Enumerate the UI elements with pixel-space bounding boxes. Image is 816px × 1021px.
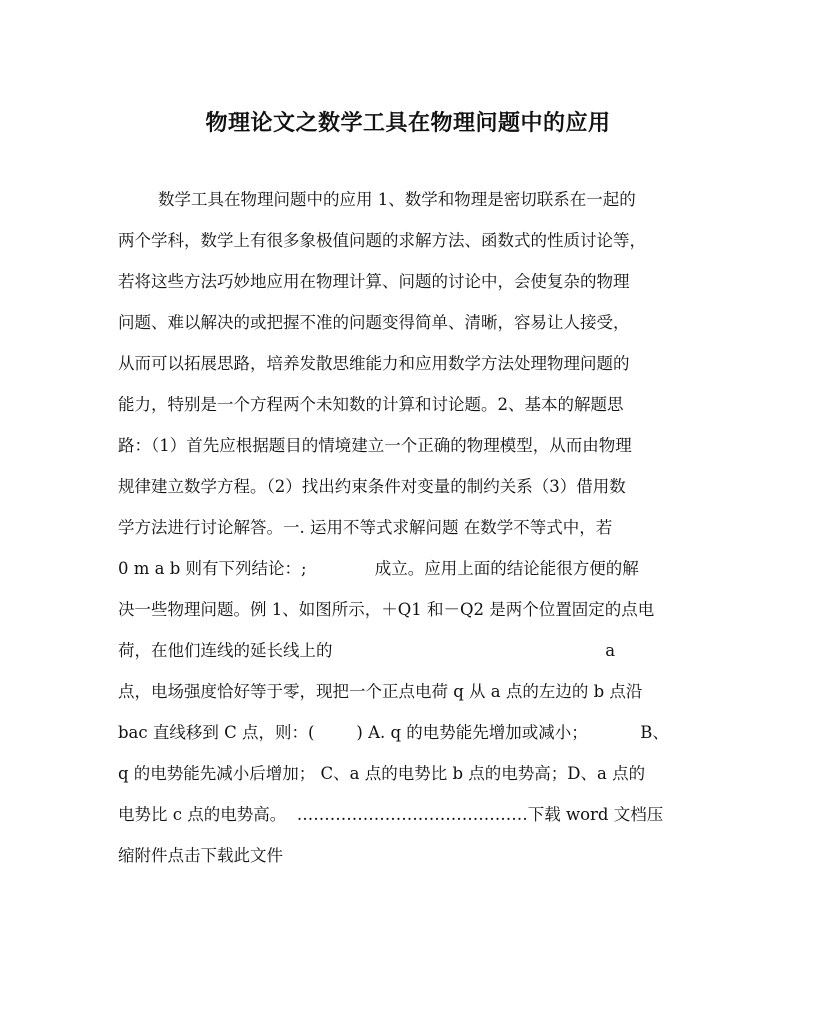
- paragraph-line: 电势比 c 点的电势高。 ……………………………………下载 word 文档压: [118, 805, 664, 824]
- paragraph-line: 0 m a b 则有下列结论：; 成立。应用上面的结论能很方便的解: [118, 559, 639, 578]
- paragraph-line: 荷，在他们连线的延长线上的 a: [118, 641, 616, 660]
- paragraph-line: bac 直线移到 C 点，则：( ) A. q 的电势能先增加或减小； B、: [118, 723, 669, 742]
- paragraph-line: 问题、难以解决的或把握不准的问题变得简单、清晰，容易让人接受，: [118, 313, 630, 332]
- paragraph-line: 缩附件点击下载此文件: [118, 846, 283, 865]
- paragraph-line: 若将这些方法巧妙地应用在物理计算、问题的讨论中，会使复杂的物理: [118, 272, 630, 291]
- paragraph-line: q 的电势能先减小后增加； C、a 点的电势比 b 点的电势高；D、a 点的: [118, 764, 646, 783]
- paragraph-line: 数学工具在物理问题中的应用 1、数学和物理是密切联系在一起的: [158, 190, 636, 209]
- paragraph-line: 规律建立数学方程。（2）找出约束条件对变量的制约关系（3）借用数: [118, 477, 626, 496]
- paragraph-line: 路：（1）首先应根据题目的情境建立一个正确的物理模型，从而由物理: [118, 436, 632, 455]
- paragraph-line: 能力，特别是一个方程两个未知数的计算和讨论题。2、基本的解题思: [118, 395, 624, 414]
- page-title: 物理论文之数学工具在物理问题中的应用: [205, 110, 611, 136]
- paragraph-line: 两个学科，数学上有很多象极值问题的求解方法、函数式的性质讨论等，: [118, 231, 646, 250]
- paragraph-line: 学方法进行讨论解答。一. 运用不等式求解问题 在数学不等式中，若: [118, 518, 613, 537]
- paragraph-line: 点，电场强度恰好等于零，现把一个正点电荷 q 从 a 点的左边的 b 点沿: [118, 682, 643, 701]
- paragraph-line: 从而可以拓展思路，培养发散思维能力和应用数学方法处理物理问题的: [118, 354, 630, 373]
- paragraph-line: 决一些物理问题。例 1、如图所示，＋Q1 和－Q2 是两个位置固定的点电: [118, 600, 655, 619]
